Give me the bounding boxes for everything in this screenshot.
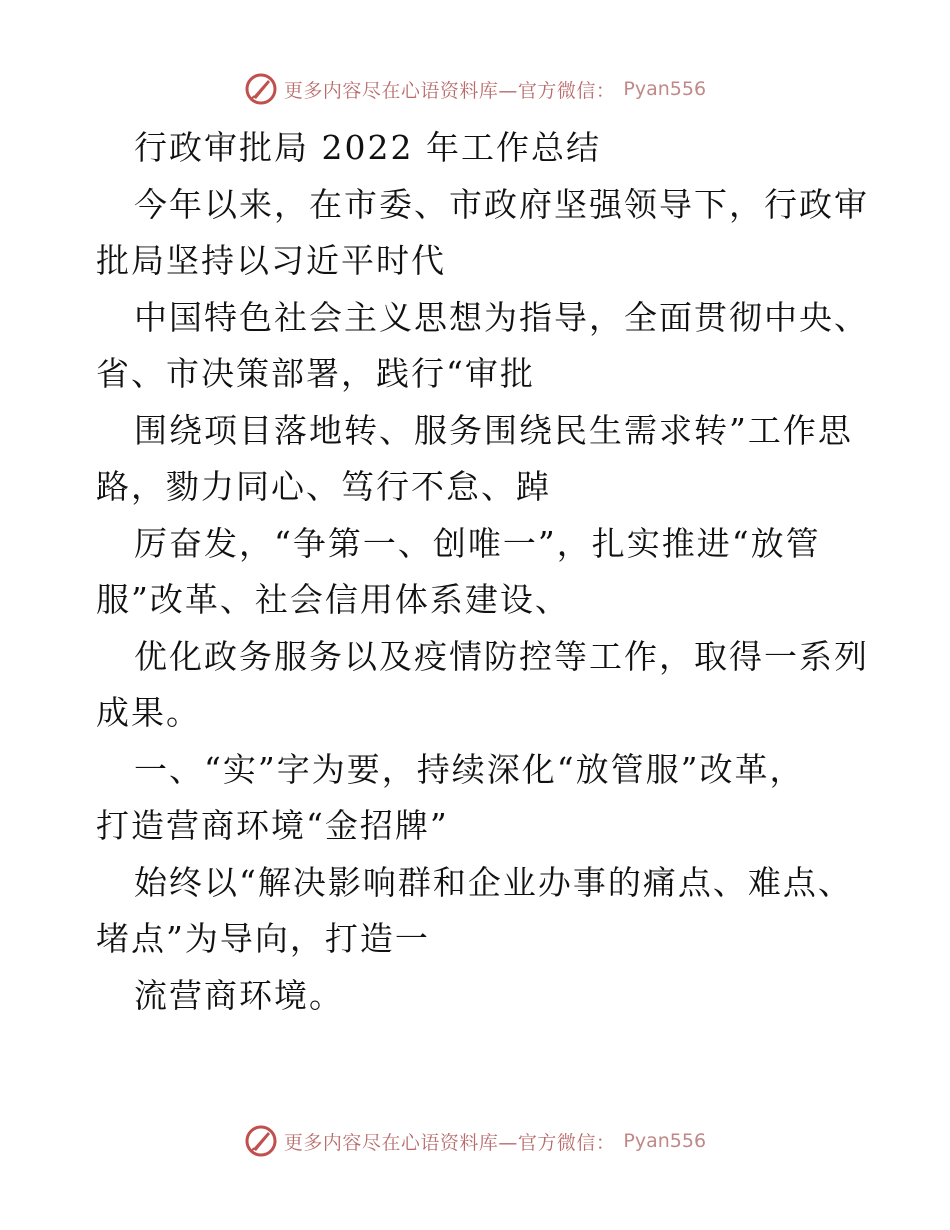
watermark-text: 更多内容尽在心语资料库—官方微信：: [283, 79, 616, 102]
text-line: 服”改革、社会信用体系建设、: [96, 580, 570, 619]
footer-watermark: [0, 1124, 950, 1158]
text-line: 行政审批局 2022 年工作总结: [134, 128, 601, 167]
text-line: 厉奋发，“争第一、创唯一”，扎实推进“放管: [134, 523, 821, 563]
quill-logo-icon: [244, 72, 278, 106]
text-line: 今年以来，在市委、市政府坚强领导下，行政审: [134, 184, 869, 224]
text-line: 中国特色社会主义思想为指导，全面贯彻中央、: [134, 297, 869, 337]
text-line: 打造营商环境“金招牌”: [96, 806, 449, 845]
document-body: [96, 120, 869, 1024]
text-line: 批局坚持以习近平时代: [96, 241, 446, 280]
text-line: 路，勠力同心、笃行不怠、踔: [96, 467, 551, 506]
text-line: 始终以“解决影响群和企业办事的痛点、难点、: [134, 862, 853, 902]
text-line: 一、“实”字为要，持续深化“放管服”改革，: [134, 749, 805, 789]
text-line: 成果。: [96, 693, 201, 732]
text-line: 优化政务服务以及疫情防控等工作，取得一系列: [134, 636, 869, 676]
text-line: 围绕项目落地转、服务围绕民生需求转”工作思: [134, 410, 853, 450]
header-watermark: [0, 72, 950, 106]
quill-logo-icon: [244, 1124, 278, 1158]
text-line: 流营商环境。: [134, 975, 344, 1015]
text-line: 堵点”为导向，打造一: [96, 919, 430, 958]
watermark-id: Pyan556: [623, 1130, 707, 1152]
text-line: 省、市决策部署，践行“审批: [96, 354, 535, 393]
watermark-id: Pyan556: [623, 78, 707, 100]
watermark-text: 更多内容尽在心语资料库—官方微信：: [283, 1131, 616, 1154]
